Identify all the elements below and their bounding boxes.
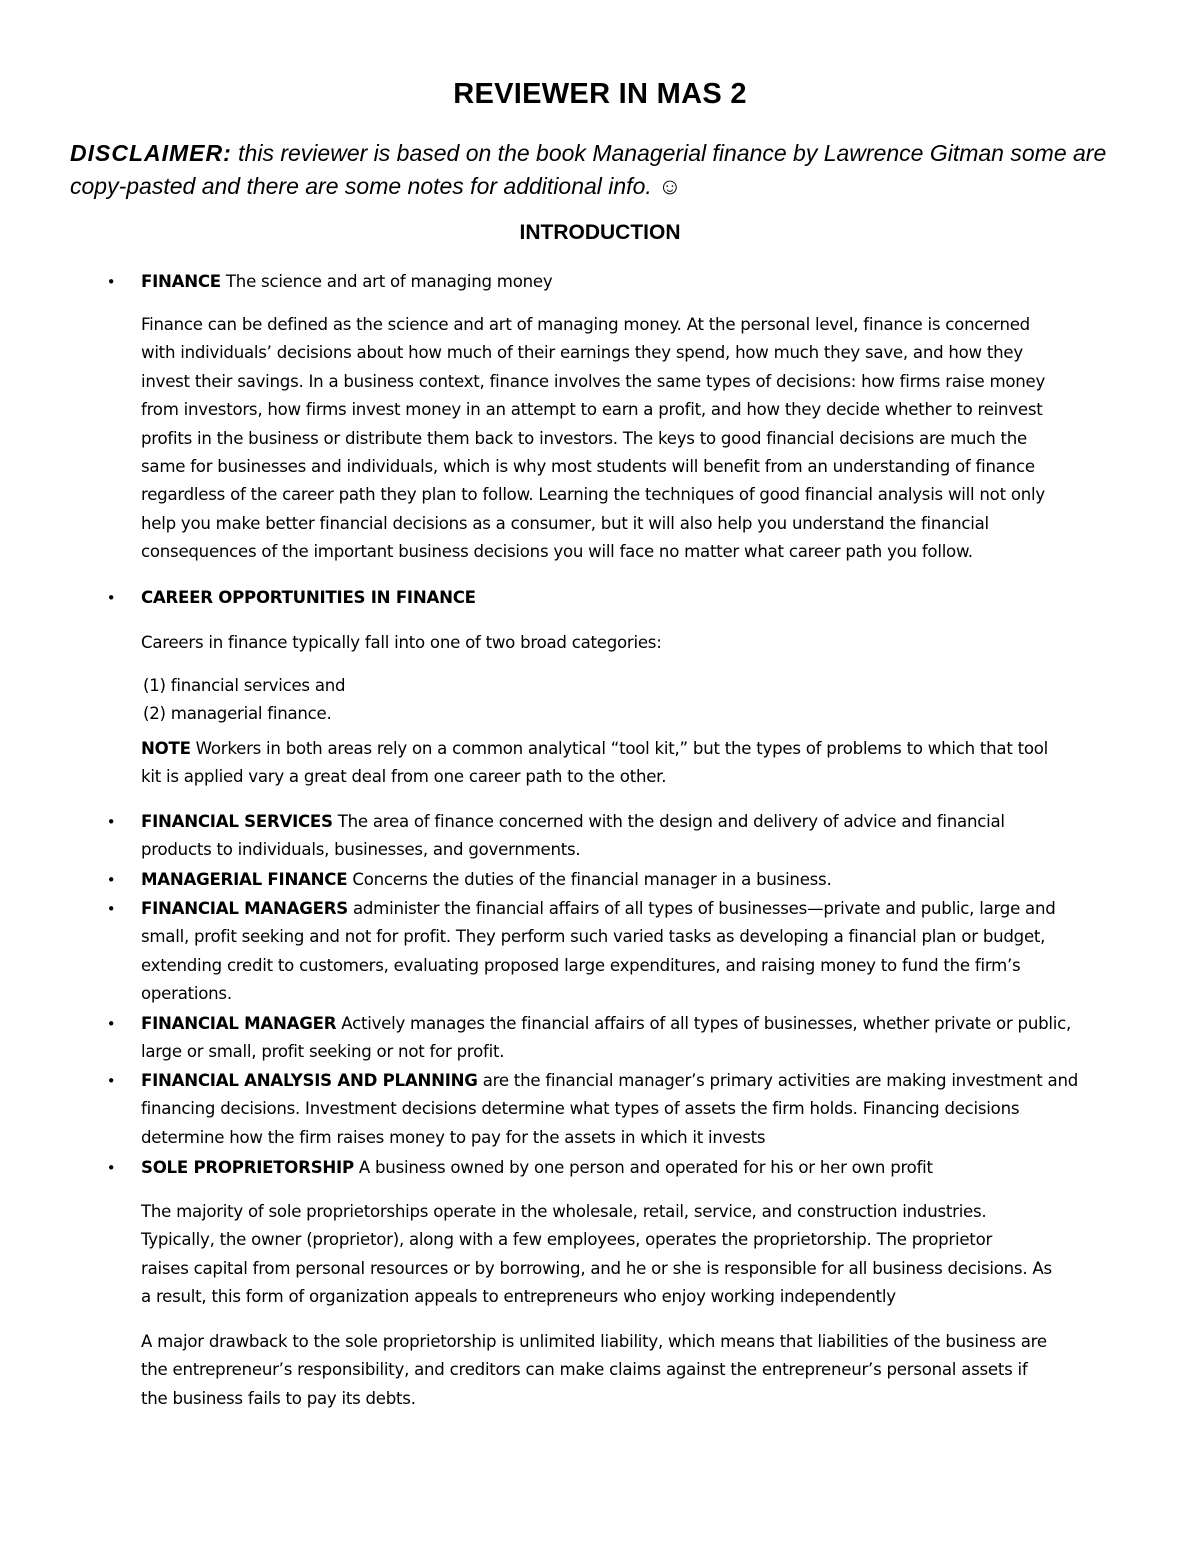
term-financial-analysis: FINANCIAL ANALYSIS AND PLANNING <box>141 1071 478 1090</box>
bullet-item-financial-manager: • FINANCIAL MANAGER Actively manages the financial affairs of all types of businesses, whether private or public, large or small, profit seeking or not for profit. <box>141 1010 1151 1067</box>
disclaimer-label: DISCLAIMER: <box>70 140 232 166</box>
bullet-item-career-opportunities <box>106 584 1151 612</box>
bullet-item-sole-proprietorship: • SOLE PROPRIETORSHIP A business owned by one person and operated for his or her own profit <box>141 1154 1151 1182</box>
section-heading-introduction: INTRODUCTION <box>519 221 681 244</box>
term-sole-proprietorship: SOLE PROPRIETORSHIP <box>141 1158 354 1177</box>
paragraph-finance <box>141 311 1153 567</box>
paragraph-line: Finance can be defined as the science and art of managing money. At the personal level, finance is concerned <box>141 315 1030 334</box>
document-title: REVIEWER IN MAS 2 <box>453 78 747 110</box>
bullet-item-financial-services: • FINANCIAL SERVICES The area of finance concerned with the design and delivery of advice and financial products to individuals, businesses, and governments. <box>141 808 1151 865</box>
paragraph-line: regardless of the career path they plan to follow. Learning the techniques of good financial analysis will not only <box>141 485 1045 505</box>
bullet-icon: • <box>106 871 116 889</box>
disclaimer-text: this reviewer is based on the book Managerial finance by Lawrence Gitman some are copy-pasted and there are some notes for additional info. ☺ <box>70 140 1107 199</box>
paragraph-line: from investors, how firms invest money in an attempt to earn a profit, and how they decide whether to reinvest <box>141 400 1043 420</box>
paragraph-line: profits in the business or distribute them back to investors. The keys to good financial decisions are much the <box>141 428 1027 448</box>
definition-finance: The science and art of managing money <box>220 272 553 291</box>
term-financial-manager: FINANCIAL MANAGER <box>141 1014 337 1033</box>
paragraph-line: consequences of the important business decisions you will face no matter what career path you follow. <box>141 542 973 562</box>
term-financial-services: FINANCIAL SERVICES <box>141 812 333 831</box>
bullet-icon: • <box>106 1072 116 1090</box>
term-career-opportunities: CAREER OPPORTUNITIES IN FINANCE <box>141 588 476 607</box>
paragraph-line: help you make better financial decisions as a consumer, but it will also help you understand the financial <box>141 513 989 533</box>
bullet-item-managerial-finance: • MANAGERIAL FINANCE Concerns the duties of the financial manager in a business. <box>141 866 1151 894</box>
bullet-item-financial-managers: • FINANCIAL MANAGERS administer the financial affairs of all types of businesses—private and public, large and small, profit seeking and not for profit. They perform such varied tasks as developing a financial plan or budget, extending credit to customers, evaluating proposed large expenditures, and raising money to fund the firm’s operations. <box>141 895 1151 1009</box>
bullet-icon: • <box>106 589 116 607</box>
disclaimer <box>70 137 1140 203</box>
bullet-icon: • <box>106 1015 116 1033</box>
paragraph-sole-proprietorship-2: A major drawback to the sole proprietorship is unlimited liability, which means that liabilities of the business are the entrepreneur’s responsibility, and creditors can make claims against the entrepreneur’s personal assets if the business fails to pay its debts. <box>141 1332 1047 1408</box>
careers-intro: Careers in finance typically fall into one of two broad categories: <box>141 633 662 652</box>
career-categories <box>143 672 1155 729</box>
bullet-icon: • <box>106 1159 116 1177</box>
career-category-2: (2) managerial finance. <box>143 704 332 724</box>
paragraph-line: same for businesses and individuals, which is why most students will benefit from an understanding of finance <box>141 457 1035 477</box>
bullet-item-finance <box>106 268 1151 296</box>
bullet-icon: • <box>106 273 116 291</box>
note-label: NOTE <box>141 739 191 758</box>
term-financial-managers: FINANCIAL MANAGERS <box>141 899 348 918</box>
paragraph-line: invest their savings. In a business context, finance involves the same types of decisions: how firms raise money <box>141 371 1046 391</box>
paragraph-line: with individuals’ decisions about how much of their earnings they spend, how much they save, and how they <box>141 343 1023 363</box>
bullet-item-financial-analysis: • FINANCIAL ANALYSIS AND PLANNING are the financial manager’s primary activities are making investment and financing decisions. Investment decisions determine what types of assets the firm holds. Financing decisions determine how the firm raises money to pay for the assets in which it invests <box>141 1067 1151 1152</box>
paragraph-sole-proprietorship-1: The majority of sole proprietorships operate in the wholesale, retail, service, and construction industries. Typically, the owner (proprietor), along with a few employees, operates the proprietorship. The proprietor raises capital from personal resources or by borrowing, and he or she is responsible for all business decisions. As a result, this form of organization appeals to entrepreneurs who enjoy working independently <box>141 1202 1052 1307</box>
bullet-icon: • <box>106 813 116 831</box>
bullet-icon: • <box>106 900 116 918</box>
career-category-1: (1) financial services and <box>143 676 346 695</box>
careers-note: NOTE Workers in both areas rely on a common analytical “tool kit,” but the types of problems to which that tool kit is applied vary a great deal from one career path to the other. <box>141 739 1049 787</box>
term-managerial-finance: MANAGERIAL FINANCE <box>141 870 348 889</box>
term-finance: FINANCE <box>141 272 221 291</box>
